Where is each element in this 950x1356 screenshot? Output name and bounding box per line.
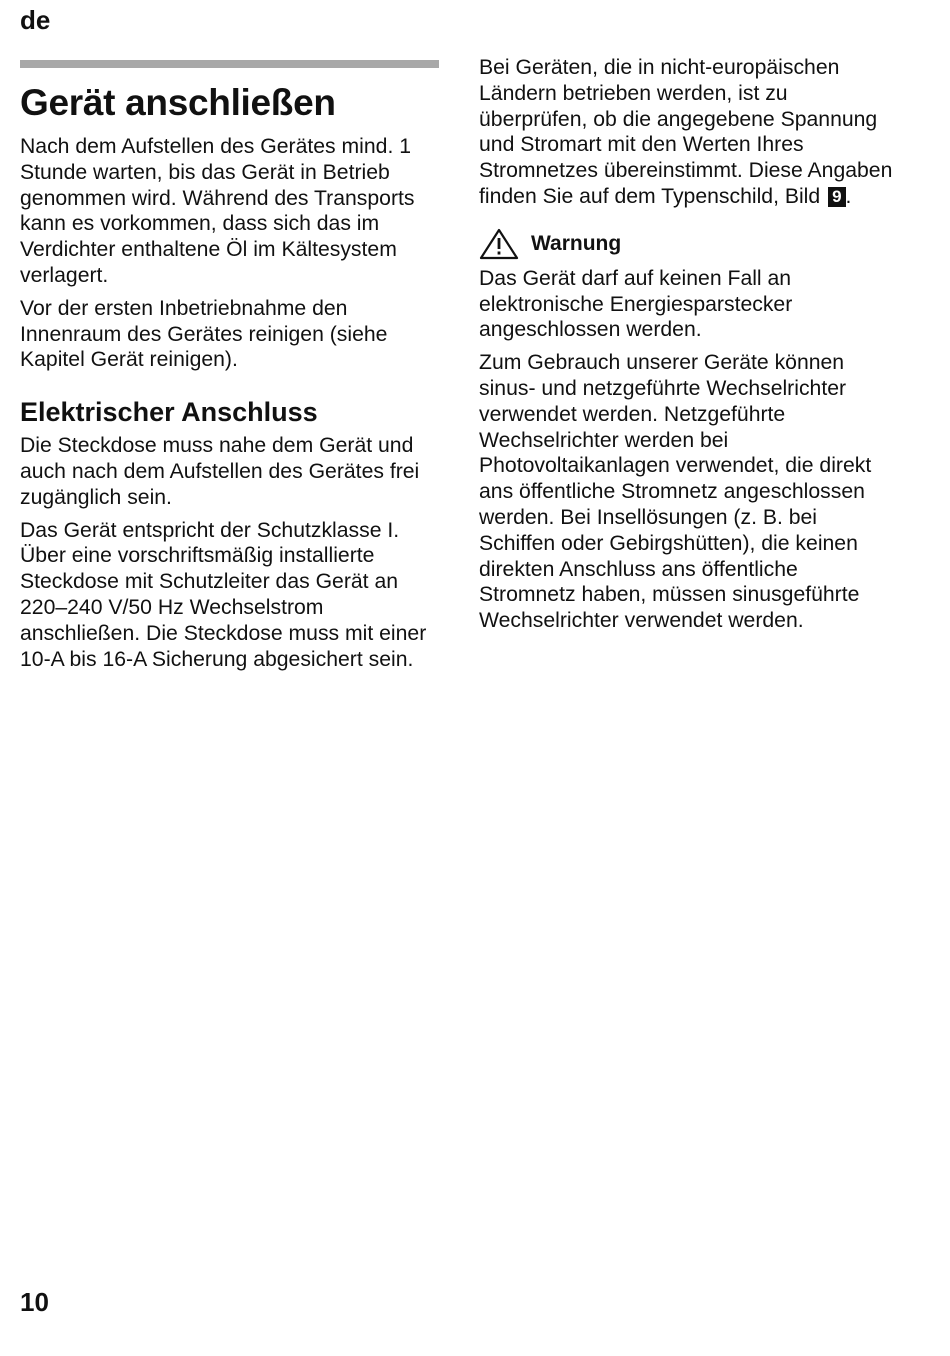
warning-triangle-icon xyxy=(479,228,519,260)
intro-paragraph: Nach dem Aufstellen des Gerätes mind. 1 Stunde warten, bis das Gerät in Betrieb genommen wird. Während des Transports kann es vorkommen, dass sich das im Verdichter enthaltene Öl im Kältesystem verlagert. xyxy=(20,135,415,287)
warning-paragraph: Das Gerät darf auf keinen Fall an elektronische Energiesparstecker angeschlossen werden. xyxy=(479,266,793,342)
language-tag: de xyxy=(20,5,51,35)
section-rule xyxy=(20,60,439,68)
socket-paragraph: Die Steckdose muss nahe dem Gerät und auch nach dem Aufstellen des Gerätes frei zugänglich sein. xyxy=(20,434,420,509)
voltage-check-end: . xyxy=(845,184,852,208)
protection-class-paragraph: Das Gerät entspricht der Schutzklasse I. Über eine vorschriftsmäßig installierte Steckdose mit Schutzleiter das Gerät an 220–240 V/50 Hz Wechselstrom anschließen. Die Steckdose muss mit einer 10-A bis 16-A Sicherung abgesichert sein. xyxy=(20,518,427,671)
warning-heading xyxy=(479,226,899,262)
cleaning-paragraph: Vor der ersten Inbetriebnahme den Innenraum des Gerätes reinigen (siehe Kapitel Gerät reinigen). xyxy=(20,296,388,372)
inverter-paragraph: Zum Gebrauch unserer Geräte können sinus- und netzgeführte Wechselrichter verwendet werden. Netzgeführte Wechselrichter werden bei Photovoltaikanlagen verwendet, die direkt ans öffentliche Stromnetz angeschlossen werden. Bei Insellösungen (z. B. bei Schiffen oder Gebirgshütten), die keinen direkten Anschluss ans öffentliche Stromnetz haben, müssen sinusgeführte Wechselrichter verwendet werden. xyxy=(479,351,872,633)
section-title-electrical: Elektrischer Anschluss xyxy=(20,397,318,428)
voltage-check-paragraph xyxy=(479,55,899,210)
page-title: Gerät anschließen xyxy=(20,82,336,123)
voltage-check-text: Bei Geräten, die in nicht-europäischen Ländern betrieben werden, ist zu überprüfen, ob die angegebene Spannung und Stromart mit den Werten Ihres Stromnetzes übereinstimmt. Diese Angaben finden Sie auf dem Typenschild, Bild xyxy=(479,56,893,208)
right-column xyxy=(479,55,899,634)
left-column xyxy=(20,60,440,672)
page-number: 10 xyxy=(20,1287,49,1317)
figure-reference: 9 xyxy=(828,187,845,207)
warning-label: Warnung xyxy=(531,231,622,255)
